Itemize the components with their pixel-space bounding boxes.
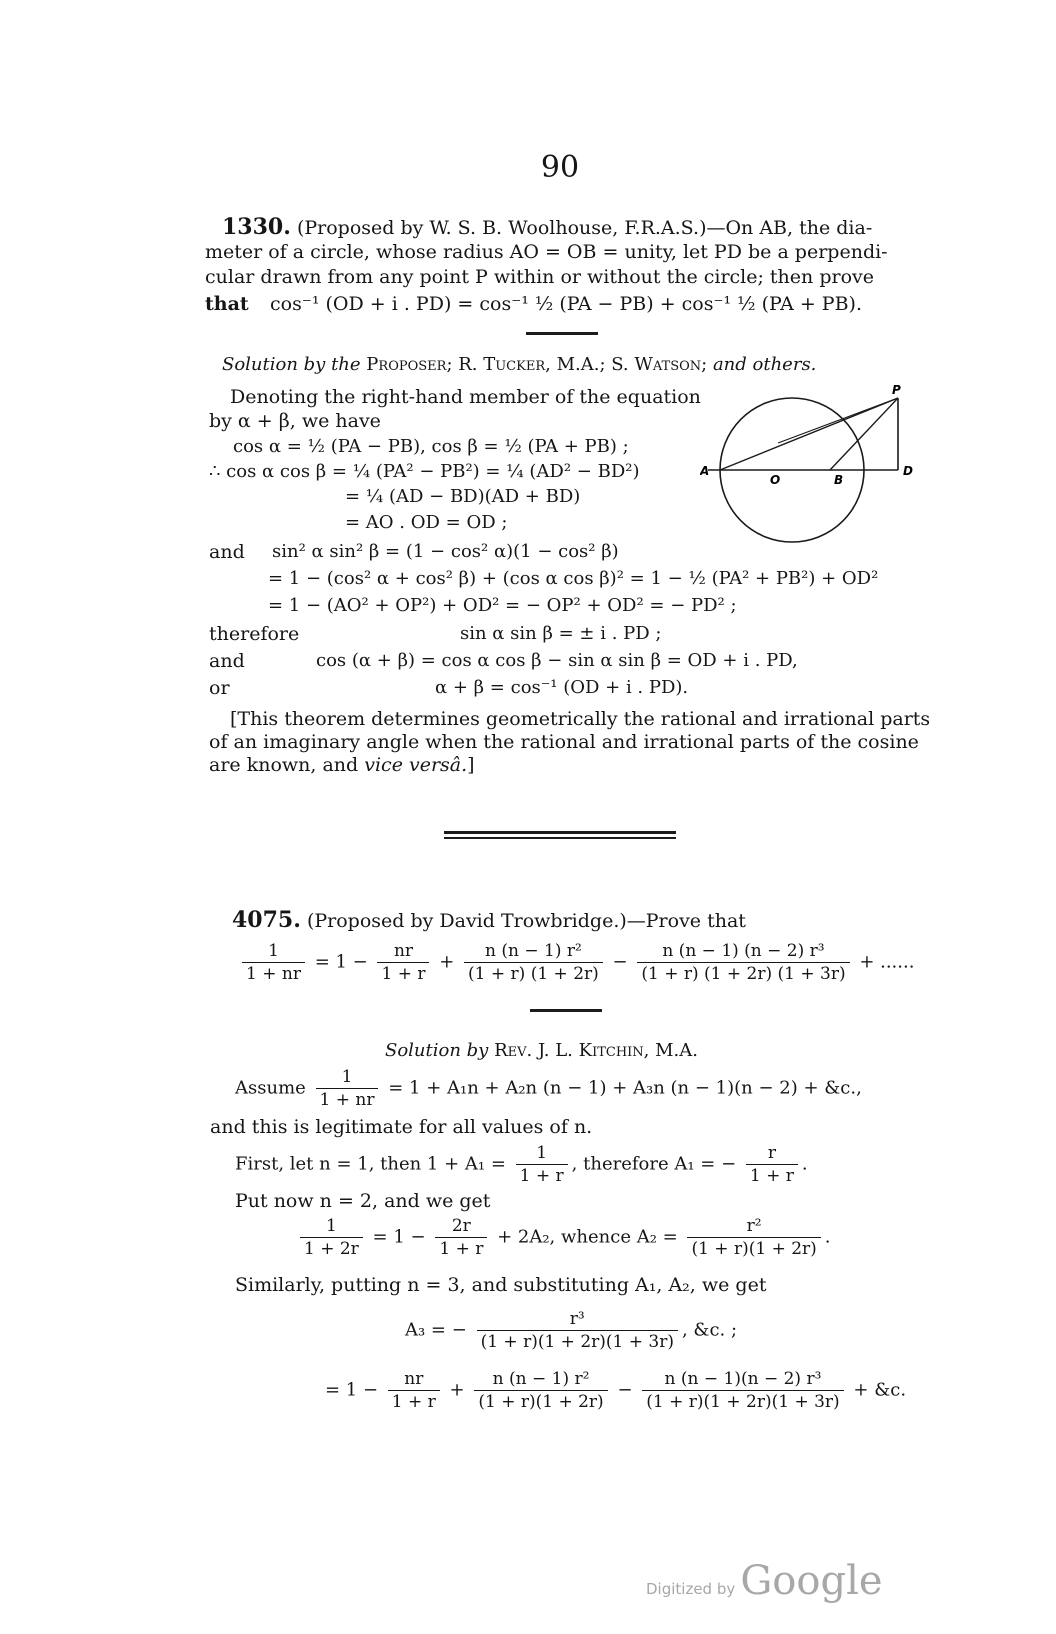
solution-credit-1330 <box>222 353 816 377</box>
numerator: nr <box>393 941 414 961</box>
numerator: n (n − 1) r² <box>492 1369 590 1389</box>
a3-end: , &c. ; <box>681 1319 738 1341</box>
label-a: A <box>700 464 710 478</box>
label-d: D <box>903 464 913 478</box>
body-line-12: α + β = cos⁻¹ (OD + i . PD). <box>435 677 689 698</box>
line-pa <box>720 398 898 470</box>
denominator: 1 + r <box>388 1390 440 1413</box>
fraction <box>516 1142 568 1187</box>
body-line-1: Denoting the right-hand member of the equation <box>230 386 701 408</box>
solution-suffix: and others. <box>712 354 817 375</box>
operator: + <box>439 951 455 973</box>
fraction <box>464 940 603 985</box>
question-number: 1330. <box>222 214 291 240</box>
numerator: 1 <box>325 1216 337 1236</box>
a3-lhs: A₃ = − <box>405 1319 467 1341</box>
fraction <box>642 1368 843 1413</box>
denominator: 1 + r <box>746 1164 798 1187</box>
google-watermark <box>646 1558 883 1604</box>
body-line-8: = 1 − (cos² α + cos² β) + (cos α cos β)² = 1 − ½ (PA² + PB²) + OD² <box>268 568 879 589</box>
operator: − <box>612 951 628 973</box>
solution-prefix: Solution by <box>385 1040 489 1061</box>
question-4075-equation <box>238 940 914 985</box>
period: . <box>824 1226 831 1248</box>
line-pb <box>830 398 898 470</box>
body-therefore: therefore <box>209 623 300 645</box>
n2-line <box>296 1215 831 1260</box>
denominator: 1 + r <box>516 1164 568 1187</box>
first-line <box>235 1142 808 1187</box>
body-line-11: cos (α + β) = cos α cos β − sin α sin β = OD + i . PD, <box>316 650 798 671</box>
solution-names: Proposer; R. Tucker, M.A.; S. Watson; <box>366 354 708 375</box>
body-and-1: and <box>209 541 245 563</box>
fraction <box>477 1308 678 1353</box>
numerator: 1 <box>341 1067 353 1087</box>
operator: = 1 − <box>314 951 368 973</box>
operator: = 1 − <box>325 1379 379 1401</box>
fraction <box>687 1215 820 1260</box>
operator: = 1 − <box>372 1226 426 1248</box>
question-number: 4075. <box>232 907 301 933</box>
fraction <box>435 1215 487 1260</box>
operator: + ...... <box>859 951 915 973</box>
fraction <box>377 940 429 985</box>
similarly-line: Similarly, putting n = 3, and substituting A₁, A₂, we get <box>235 1274 767 1296</box>
watermark-logo-text: Google <box>740 1558 883 1604</box>
label-p: P <box>892 383 901 397</box>
body-line-4: ∴ cos α cos β = ¼ (PA² − PB²) = ¼ (AD² − BD²) <box>209 461 640 482</box>
denominator: 1 + r <box>435 1237 487 1260</box>
denominator: 1 + nr <box>316 1088 379 1111</box>
fraction <box>388 1368 440 1413</box>
operator: + &c. <box>853 1379 907 1401</box>
short-rule <box>530 1009 602 1012</box>
body-line-9: = 1 − (AO² + OP²) + OD² = − OP² + OD² = − PD² ; <box>268 595 737 616</box>
denominator: (1 + r) (1 + 2r) <box>464 962 603 985</box>
question-1330-line-3: cular drawn from any point P within or without the circle; then prove <box>205 266 874 288</box>
denominator: 1 + r <box>377 962 429 985</box>
numerator: n (n − 1)(n − 2) r³ <box>664 1369 822 1389</box>
page-number: 90 <box>540 150 580 185</box>
question-1330-line-2: meter of a circle, whose radius AO = OB = unity, let PD be a perpendi- <box>205 241 888 263</box>
question-1330-line-1 <box>222 215 872 240</box>
watermark-small-text: Digitized by <box>646 1580 736 1598</box>
note-close: ] <box>467 754 475 776</box>
question-4075-header <box>232 908 746 933</box>
numerator: n (n − 1) (n − 2) r³ <box>662 941 825 961</box>
separator-rule-top <box>444 831 676 834</box>
assume-rhs: = 1 + A₁n + A₂n (n − 1) + A₃n (n − 1)(n − 2) + &c., <box>388 1077 862 1099</box>
fraction <box>242 940 305 985</box>
assume-line <box>235 1066 862 1111</box>
denominator: (1 + r) (1 + 2r) (1 + 3r) <box>637 962 849 985</box>
first-text: First, let n = 1, then 1 + A₁ = <box>235 1153 506 1175</box>
denominator: (1 + r)(1 + 2r) <box>474 1390 607 1413</box>
fraction <box>637 940 849 985</box>
body-line-6: = AO . OD = OD ; <box>345 512 508 533</box>
fraction <box>300 1215 363 1260</box>
body-line-7: sin² α sin² β = (1 − cos² α)(1 − cos² β) <box>272 541 619 562</box>
body-line-2: by α + β, we have <box>209 410 381 432</box>
a3-line <box>405 1308 737 1353</box>
numerator: 1 <box>536 1143 548 1163</box>
body-or: or <box>209 677 230 699</box>
body-and-2: and <box>209 650 245 672</box>
question-text: (Proposed by W. S. B. Woolhouse, F.R.A.S.)—On AB, the dia- <box>296 217 873 239</box>
circle-diagram <box>700 380 915 550</box>
period: . <box>801 1153 808 1175</box>
numerator: 2r <box>451 1216 471 1236</box>
final-line <box>325 1368 906 1413</box>
body-line-10: sin α sin β = ± i . PD ; <box>460 623 662 644</box>
first-text-2: , therefore A₁ = − <box>571 1153 737 1175</box>
numerator: r <box>767 1143 776 1163</box>
numerator: r³ <box>569 1309 585 1329</box>
solution-name: Rev. J. L. Kitchin, M.A. <box>494 1040 698 1061</box>
assume-word: Assume <box>235 1077 306 1099</box>
numerator: n (n − 1) r² <box>485 941 582 961</box>
numerator: r² <box>746 1216 762 1236</box>
fraction <box>474 1368 607 1413</box>
line-po <box>778 398 898 443</box>
question-1330-that: that <box>205 293 249 315</box>
n2-text: + 2A₂, whence A₂ = <box>497 1226 678 1248</box>
solution-credit-4075 <box>385 1039 698 1063</box>
label-o: O <box>770 473 781 487</box>
denominator: 1 + nr <box>242 962 305 985</box>
note-line-3 <box>209 753 475 777</box>
note-line-1: [This theorem determines geometrically the rational and irrational parts <box>230 708 931 730</box>
question-1330-equation: cos⁻¹ (OD + i . PD) = cos⁻¹ ½ (PA − PB) + cos⁻¹ ½ (PA + PB). <box>270 293 863 315</box>
note-line-2: of an imaginary angle when the rational and irrational parts of the cosine <box>209 731 919 753</box>
body-line-5: = ¼ (AD − BD)(AD + BD) <box>345 486 581 507</box>
numerator: 1 <box>268 941 279 961</box>
put-now-line: Put now n = 2, and we get <box>235 1190 491 1212</box>
denominator: (1 + r)(1 + 2r) <box>687 1237 820 1260</box>
short-rule <box>526 332 598 335</box>
denominator: 1 + 2r <box>300 1237 363 1260</box>
numerator: nr <box>404 1369 424 1389</box>
note-italic: vice versâ. <box>364 754 468 776</box>
label-b: B <box>834 473 844 487</box>
fraction <box>746 1142 798 1187</box>
body-line-3: cos α = ½ (PA − PB), cos β = ½ (PA + PB) ; <box>233 436 629 457</box>
solution-prefix: Solution by the <box>222 354 361 375</box>
denominator: (1 + r)(1 + 2r)(1 + 3r) <box>477 1330 678 1353</box>
legitimate-line: and this is legitimate for all values of n. <box>210 1116 593 1138</box>
fraction <box>316 1066 379 1111</box>
separator-rule-bottom <box>444 837 676 839</box>
operator: − <box>617 1379 633 1401</box>
operator: + <box>449 1379 465 1401</box>
question-text: (Proposed by David Trowbridge.)—Prove that <box>306 910 746 932</box>
note-text: are known, and <box>209 754 359 776</box>
denominator: (1 + r)(1 + 2r)(1 + 3r) <box>642 1390 843 1413</box>
